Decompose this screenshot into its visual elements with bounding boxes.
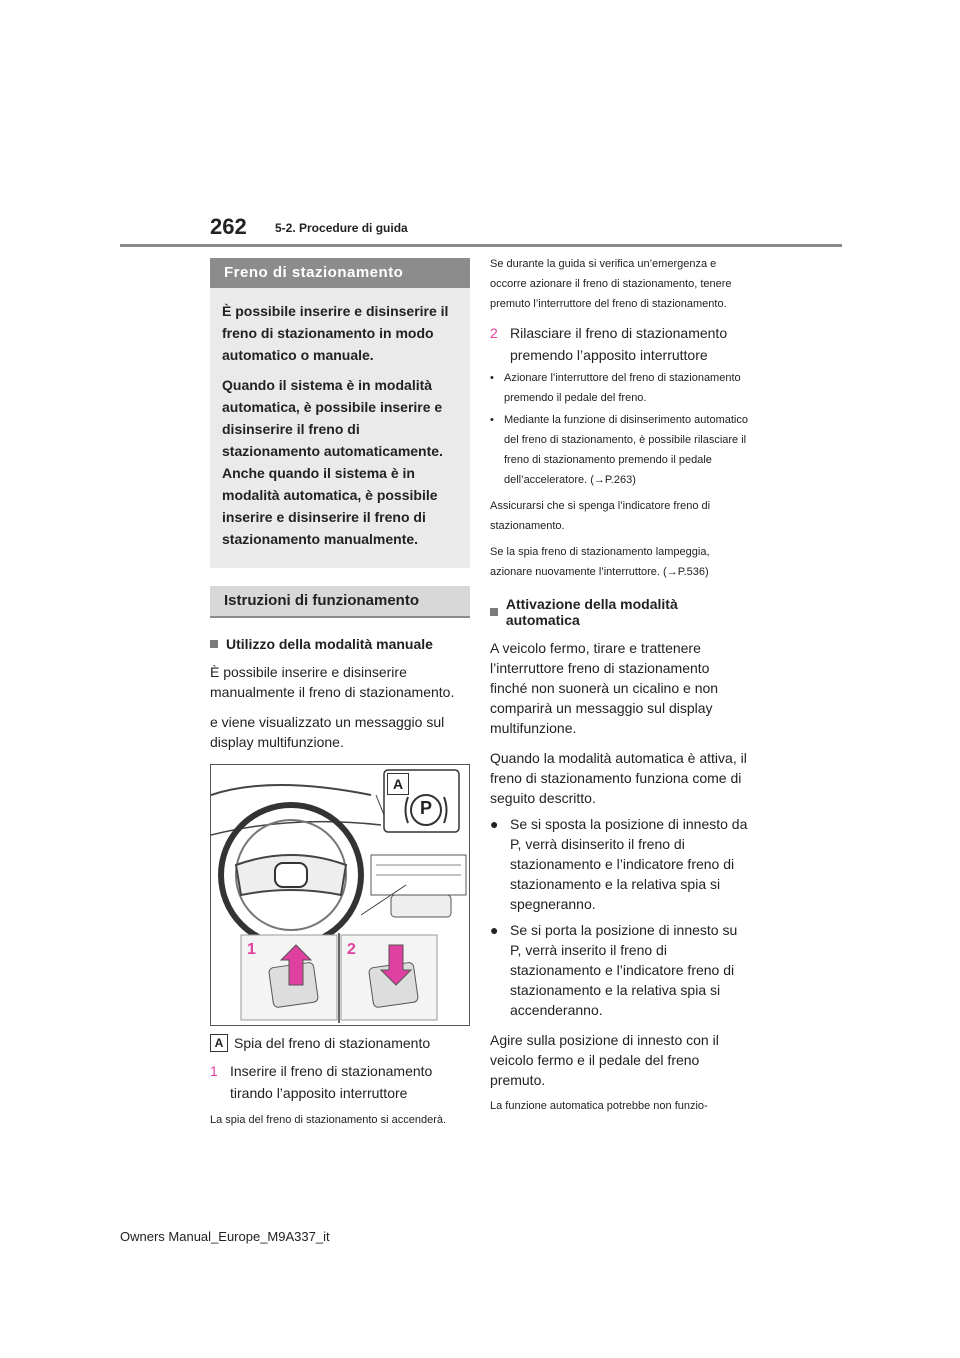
- subhead-manual-text: Utilizzo della modalità manuale: [226, 636, 433, 652]
- subhead-auto: [490, 596, 750, 628]
- paragraph: A veicolo fermo, tirare e trattenere l’interruttore freno di stazionamento finché non suonerà un cicalino e non comparirà un messaggio sul display multifunzione.: [490, 640, 719, 736]
- paragraph: Se durante la guida si verifica un’emergenza e occorre azionare il freno di stazionamento, tenere premuto l’interruttore del freno di stazionamento.: [490, 258, 732, 310]
- caption-tag: A: [210, 1034, 228, 1052]
- box-title: Freno di stazionamento: [210, 258, 470, 288]
- footer-text: Owners Manual_Europe_M9A337_it: [120, 1229, 330, 1244]
- list-item: [490, 410, 750, 490]
- list-item: [490, 814, 750, 914]
- intro-paragraph-1: È possibile inserire e disinserire il freno di stazionamento in modo automatico o manuale.: [222, 303, 449, 363]
- step-1-note: La spia del freno di stazionamento si accenderà.: [210, 1114, 447, 1126]
- figure-label-a: A: [387, 773, 409, 795]
- bullet-text: Mediante la funzione di disinserimento automatico del freno di stazionamento, è possibile rilasciare il freno di stazionamento premendo il pedale dell’acceleratore. (→P.263): [504, 414, 748, 486]
- bullet-icon: •: [490, 414, 494, 426]
- step-2: [490, 322, 750, 366]
- bullet-icon: ●: [490, 816, 499, 832]
- caption-text: Spia del freno di stazionamento: [234, 1035, 431, 1051]
- instructions-title: Istruzioni di funzionamento: [210, 586, 470, 618]
- figure-label-2: 2: [347, 941, 356, 958]
- intro-paragraph-2: Quando il sistema è in modalità automatica, è possibile inserire e disinserire il freno di stazionamento automaticamente. Anche quando il sistema è in modalità automatica, è possibile inserire e disinserire il freno di stazionamento manualmente.: [222, 377, 443, 547]
- section-title: 5-2. Procedure di guida: [275, 221, 408, 235]
- figure-label-1: 1: [247, 941, 256, 958]
- left-column: [210, 258, 470, 1130]
- subhead-manual: [210, 636, 470, 652]
- step-text: Rilasciare il freno di stazionamento premendo l’apposito interruttore: [510, 325, 728, 363]
- step-text: Inserire il freno di stazionamento tirando l’apposito interruttore: [230, 1063, 433, 1101]
- page-number: 262: [210, 214, 247, 239]
- subhead-auto-text: Attivazione della modalità automatica: [505, 596, 678, 628]
- paragraph: È possibile inserire e disinserire manualmente il freno di stazionamento.: [210, 664, 455, 700]
- step-number: 1: [210, 1063, 218, 1079]
- figure-caption: [210, 1034, 470, 1052]
- bullet-icon: •: [490, 372, 494, 384]
- parking-p-icon: P: [419, 798, 432, 818]
- list-item: [490, 368, 750, 408]
- step-1: [210, 1060, 470, 1104]
- step-number: 2: [490, 325, 498, 341]
- paragraph: La funzione automatica potrebbe non funzio-: [490, 1100, 708, 1112]
- dashboard-illustration: [210, 764, 470, 1026]
- bullet-text: Se si sposta la posizione di innesto da P, verrà disinserito il freno di stazionamento e l’indicatore freno di stazionamento e la relativa spia si spegneranno.: [510, 816, 748, 912]
- paragraph: Assicurarsi che si spenga l’indicatore freno di stazionamento.: [490, 500, 711, 532]
- square-bullet-icon: [490, 608, 498, 616]
- bullet-text: Azionare l’interruttore del freno di stazionamento premendo il pedale del freno.: [504, 372, 741, 404]
- paragraph: Se la spia freno di stazionamento lampeggia, azionare nuovamente l’interruttore. (→P.536): [490, 546, 710, 578]
- header-rule: [120, 244, 842, 247]
- paragraph: e viene visualizzato un messaggio sul display multifunzione.: [210, 714, 445, 750]
- square-bullet-icon: [210, 640, 218, 648]
- paragraph: Agire sulla posizione di innesto con il veicolo fermo e il pedale del freno premuto.: [490, 1032, 719, 1088]
- intro-box: [210, 288, 470, 568]
- list-item: [490, 920, 750, 1020]
- bullet-icon: ●: [490, 922, 499, 938]
- right-column: [490, 258, 750, 1116]
- bullet-text: Se si porta la posizione di innesto su P, verrà inserito il freno di stazionamento e l’indicatore freno di stazionamento e la relativa spia si accenderanno.: [510, 922, 738, 1018]
- paragraph: Quando la modalità automatica è attiva, il freno di stazionamento funziona come di seguito descritto.: [490, 750, 747, 806]
